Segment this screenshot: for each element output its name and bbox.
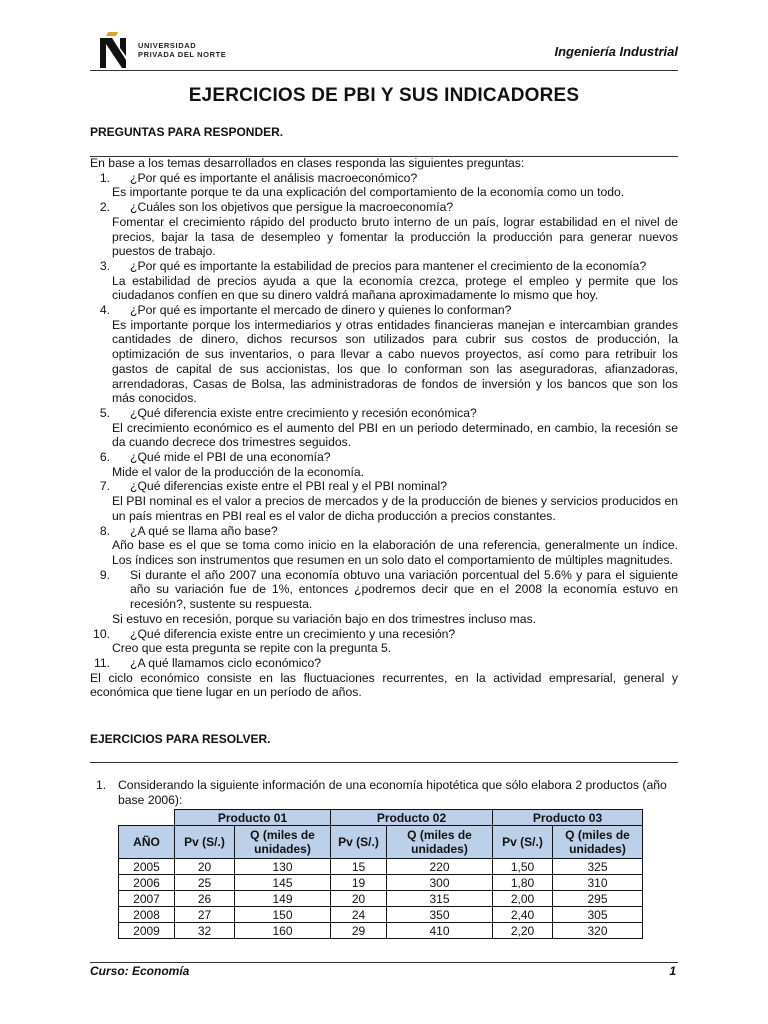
exercise-number: 1. [96,778,107,792]
question-item [90,406,678,421]
table-sub-header-row [119,826,643,859]
value-cell: 20 [175,859,235,875]
value-cell: 150 [235,907,331,923]
table-row [119,859,643,875]
logo-line-1: UNIVERSIDAD [138,41,197,50]
answer-text: Año base es el que se toma como inicio en la elaboración de una referencia, generalmente un índice. Los índices son instrumentos que resumen en un solo dato el comportamiento de múltiples magnitudes. [112,538,678,567]
page-title: EJERCICIOS DE PBI Y SUS INDICADORES [188,85,580,106]
answer-text: El PBI nominal es el valor a precios de mercados y de la producción de bienes y servicios producidos en un país mientras en PBI real es el valor de dicha producción a precios constantes. [112,494,678,523]
value-cell: 149 [235,891,331,907]
question-text: ¿Por qué es importante el mercado de dinero y quienes lo conforman? [130,303,512,318]
question-number: 3. [99,258,110,273]
question-text: ¿A qué llamamos ciclo económico? [130,655,322,670]
question-item [90,656,678,671]
value-cell: 320 [553,923,643,939]
table-row [119,875,643,891]
logo-line-2: PRIVADA DEL NORTE [138,50,227,59]
answer-text: Es importante porque los intermediarios y otras entidades financieras manejan e intercambian grandes cantidades de dinero, dichos recursos son utilizados para cubrir sus costos de producción, la optimización de sus inventarios, o para llevar a cabo nuevos proyectos, así como para retribuir los gastos de capital de sus accionistas, los que lo conforman son las aseguradoras, afianzadoras, arrendadoras, Casas de Bolsa, las administradoras de fondos de inversión y los bancos que son los más conocidos. [112,317,678,406]
value-cell: 160 [235,923,331,939]
section-heading-exercises: EJERCICIOS PARA RESOLVER. [90,732,271,746]
value-cell: 315 [387,891,493,907]
question-item [90,259,678,274]
question-text: ¿Qué diferencia existe entre crecimiento y recesión económica? [130,405,477,420]
questions-content [90,156,678,700]
question-number: 1. [99,170,110,185]
year-cell: 2006 [119,875,175,891]
value-cell: 325 [553,859,643,875]
value-cell: 15 [331,859,387,875]
sub-header: Pv (S/.) [175,826,235,859]
question-number: 7. [99,479,110,494]
value-cell: 20 [331,891,387,907]
table-group-header-row [119,810,643,826]
question-text: Si durante el año 2007 una economía obtuvo una variación porcentual del 5.6% y para el siguiente año su variación fue de 1%, entonces ¿podremos decir que en el 2008 la economía estuvo en recesión?, sustente su respuesta. [130,567,678,612]
table-row [119,923,643,939]
logo-text [138,41,226,59]
question-text: ¿Qué diferencia existe entre un crecimiento y una recesión? [130,626,456,641]
footer-course: Curso: Economía [90,964,190,978]
qa-list [90,171,678,700]
question-item [90,450,678,465]
department-label: Ingeniería Industrial [554,44,678,59]
sub-header: Q (miles de unidades) [387,826,493,859]
value-cell: 295 [553,891,643,907]
footer-divider [90,962,678,963]
group-header: Producto 03 [493,810,643,826]
footer-page-number: 1 [669,964,676,978]
answer-text: Es importante porque te da una explicación del comportamiento de la economía como un todo. [112,185,625,200]
logo-n-icon [96,30,132,70]
table-row [119,907,643,923]
question-item [90,524,678,539]
section-divider-2 [90,762,678,763]
university-logo [96,30,226,70]
exercise-1 [90,778,678,808]
answer-text: El crecimiento económico es el aumento del PBI en un periodo determinado, en cambio, la recesión se da cuando decrece dos trimestres seguidos. [112,420,678,450]
value-cell: 145 [235,875,331,891]
value-cell: 130 [235,859,331,875]
table-body [119,859,643,939]
value-cell: 27 [175,907,235,923]
question-number: 10. [93,626,110,641]
value-cell: 19 [331,875,387,891]
question-number: 11. [93,655,110,670]
year-cell: 2007 [119,891,175,907]
question-text: ¿A qué se llama año base? [130,523,278,538]
question-text: ¿Por qué es importante el análisis macroeconómico? [130,170,418,185]
value-cell: 26 [175,891,235,907]
question-item [90,568,678,612]
question-text: ¿Qué mide el PBI de una economía? [130,450,331,465]
value-cell: 24 [331,907,387,923]
exercise-text: Considerando la siguiente información de una economía hipotética que sólo elabora 2 productos (año base 2006): [118,778,667,807]
value-cell: 2,40 [493,907,553,923]
question-number: 8. [99,523,110,538]
header-divider [90,70,678,71]
intro-text: En base a los temas desarrollados en clases responda las siguientes preguntas: [90,156,525,170]
group-header: Producto 02 [331,810,493,826]
question-item [90,303,678,318]
sub-header: Q (miles de unidades) [235,826,331,859]
answer-text: Si estuvo en recesión, porque su variación bajo en dos trimestres incluso mas. [112,611,537,626]
value-cell: 410 [387,923,493,939]
question-number: 5. [99,405,110,420]
question-text: ¿Cuáles son los objetivos que persigue la macroeconomía? [130,200,454,215]
value-cell: 220 [387,859,493,875]
year-header: AÑO [119,826,175,859]
value-cell: 2,00 [493,891,553,907]
question-text: ¿Qué diferencias existe entre el PBI real y el PBI nominal? [130,479,448,494]
value-cell: 25 [175,875,235,891]
value-cell: 305 [553,907,643,923]
answer-text: Mide el valor de la producción de la economía. [112,464,365,479]
value-cell: 350 [387,907,493,923]
value-cell: 310 [553,875,643,891]
question-item [90,171,678,186]
data-table [118,809,643,939]
answer-text: Fomentar el crecimiento rápido del producto bruto interno de un país, lograr estabilidad en el nivel de precios, bajar la tasa de desempleo y fomentar la producción la producción para generar nuevos puestos de trabajo. [112,214,678,259]
sub-header: Q (miles de unidades) [553,826,643,859]
year-cell: 2009 [119,923,175,939]
group-header: Producto 01 [175,810,331,826]
answer-text: El ciclo económico consiste en las fluctuaciones recurrentes, en la actividad empresarial, general y económica que tiene lugar en un período de años. [90,670,678,700]
year-cell: 2005 [119,859,175,875]
question-item [90,200,678,215]
year-cell: 2008 [119,907,175,923]
section-heading-questions: PREGUNTAS PARA RESPONDER. [90,125,284,139]
value-cell: 2,20 [493,923,553,939]
sub-header: Pv (S/.) [493,826,553,859]
page-header [90,22,678,72]
value-cell: 32 [175,923,235,939]
table-corner [119,810,175,826]
question-item [90,479,678,494]
value-cell: 300 [387,875,493,891]
sub-header: Pv (S/.) [331,826,387,859]
question-number: 9. [99,567,110,582]
question-number: 4. [99,303,110,318]
table-row [119,891,643,907]
answer-text: La estabilidad de precios ayuda a que la economía crezca, protege el empleo y permite que los ciudadanos confíen en que su dinero valdrá mañana aproximadamente lo mismo que hoy. [112,273,678,303]
value-cell: 29 [331,923,387,939]
question-number: 2. [99,200,110,215]
answer-text: Creo que esta pregunta se repite con la pregunta 5. [112,641,392,656]
question-item [90,627,678,642]
question-number: 6. [99,450,110,465]
value-cell: 1,50 [493,859,553,875]
question-text: ¿Por qué es importante la estabilidad de precios para mantener el crecimiento de la economía? [130,258,647,273]
value-cell: 1,80 [493,875,553,891]
